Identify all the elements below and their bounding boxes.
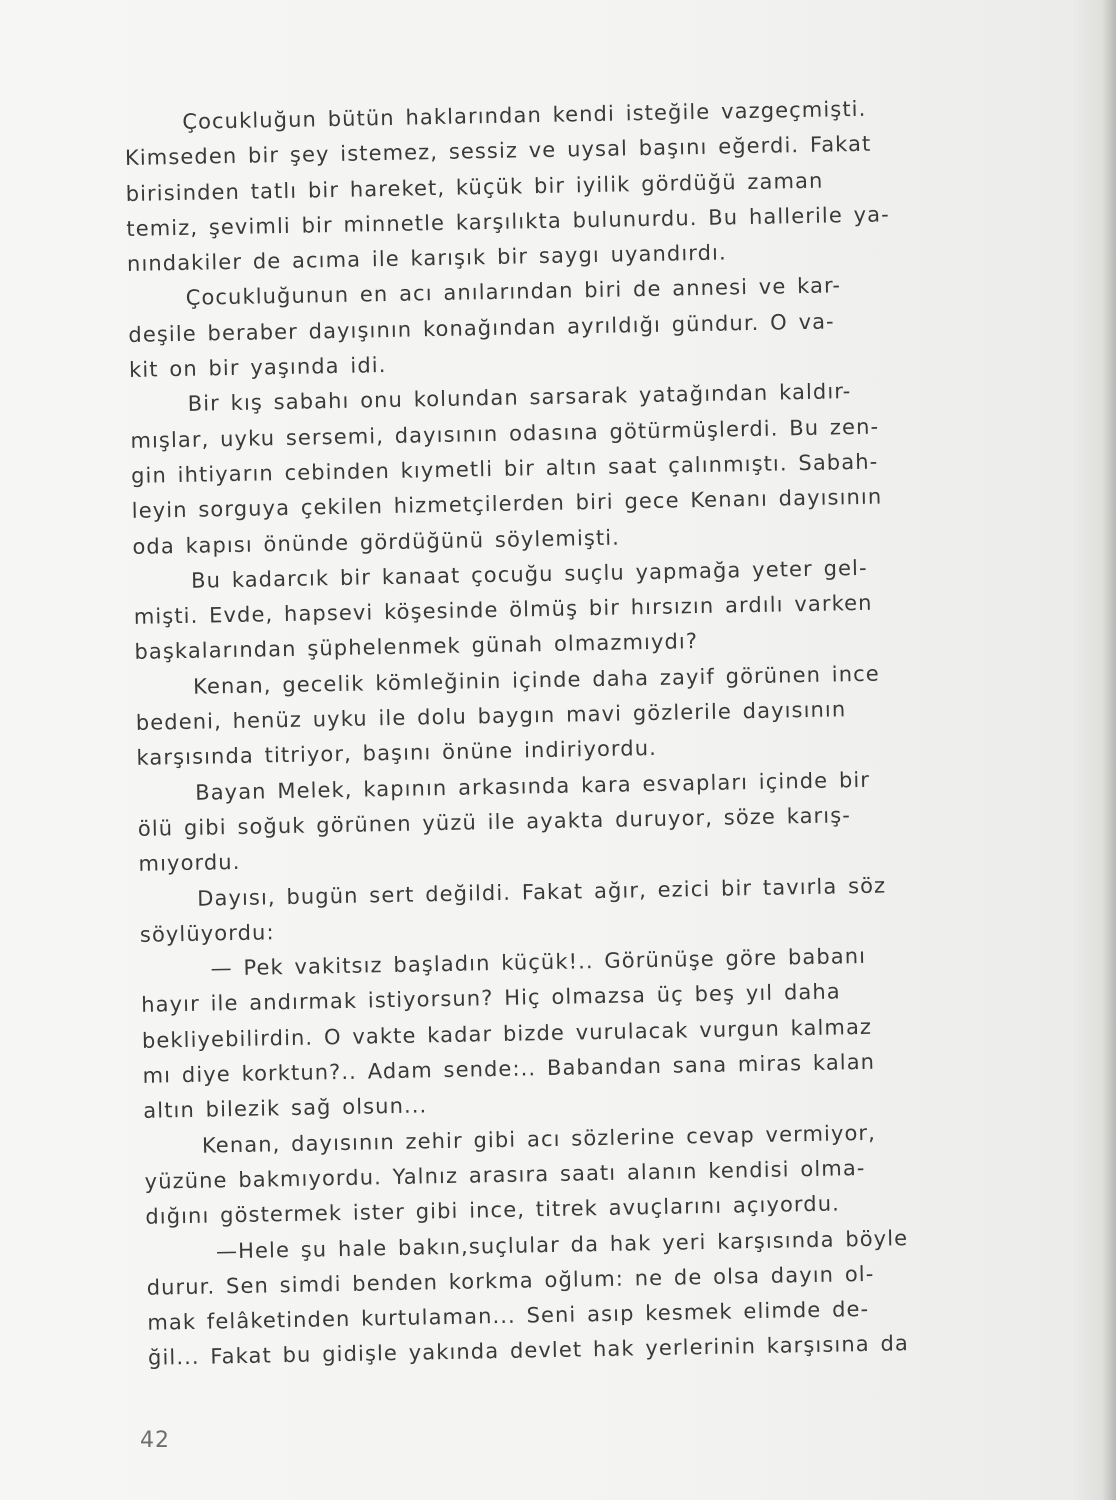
text-line: dığını göstermek ister gibi ince, titrek avuçlarını açıyordu.	[145, 1191, 841, 1229]
text-line: Çocukluğunun en acı anılarından biri de annesi ve kar-	[185, 273, 842, 311]
page-number: 42	[140, 1428, 170, 1453]
text-line: Dayısı, bugün sert değildi. Fakat ağır, ezici bir tavırla söz	[196, 873, 887, 911]
text-line: Kimseden bir şey istemez, sessiz ve uysal başını eğerdi. Fakat	[124, 131, 872, 171]
text-line: birisinden tatlı bir hareket, küçük bir iyilik gördüğü zaman	[125, 168, 824, 206]
text-line: deşile beraber dayışının konağından ayrıldığı gündur. O va-	[128, 309, 835, 347]
text-line: altın bilezik sağ olsun...	[143, 1093, 428, 1124]
text-line: mışlar, uyku sersemi, dayısının odasına götürmüşlerdi. Bu zen-	[130, 414, 880, 453]
text-line: nındakiler de acıma ile karışık bir saygı uyandırdı.	[126, 240, 727, 277]
text-line: durur. Sen simdi benden korkma oğlum: ne de olsa dayın ol-	[146, 1261, 875, 1300]
text-line: başkalarından şüphelenmek günah olmazmıydı?	[134, 629, 699, 665]
text-line: ğil... Fakat bu gidişle yakında devlet hak yerlerinin karşısına da	[147, 1331, 910, 1371]
text-line: söylüyordu:	[139, 920, 275, 947]
text-line: karşısında titriyor, başını önüne indiriyordu.	[136, 736, 658, 771]
text-line: — Pek vakitsız başladın küçük!.. Görünüşe göre babanı	[210, 944, 867, 981]
text-line: leyin sorguya çekilen hizmetçilerden biri gece Kenanı dayısının	[131, 484, 883, 524]
text-line: Bayan Melek, kapının arkasında kara esvapları içinde bir	[194, 767, 871, 805]
text-line: yüzüne bakmıyordu. Yalnız arasıra saatı alanın kendisi olma-	[144, 1155, 866, 1194]
text-line: hayır ile andırmak istiyorsun? Hiç olmazsa üç beş yıl daha	[141, 979, 842, 1018]
text-line: Bir kış sabahı onu kolundan sarsarak yatağından kaldır-	[187, 379, 852, 417]
text-line: mı diye korktun?.. Adam sende:.. Babandan sana miras kalan	[142, 1049, 876, 1088]
body-text	[124, 90, 1004, 1377]
text-line: temiz, şevimli bir minnetle karşılıkta bulunurdu. Bu hallerile ya-	[126, 202, 891, 241]
text-line: Kenan, gecelik kömleğinin içinde daha zayif görünen ince	[192, 661, 881, 699]
text-line: oda kapısı önünde gördüğünü söylemişti.	[132, 525, 621, 559]
text-line: mişti. Evde, hapsevi köşesinde ölmüş bir hırsızın ardılı varken	[133, 590, 873, 630]
text-line: kit on bir yaşında idi.	[128, 353, 387, 383]
text-line: —Hele şu hale bakın,suçlular da hak yeri karşısında böyle	[215, 1225, 909, 1263]
text-line: mıyordu.	[138, 850, 241, 877]
text-line: gin ihtiyarın cebinden kıymetli bir altın saat çalınmıştı. Sabah-	[130, 449, 879, 488]
text-line: bedeni, henüz uyku ile dolu baygın mavi gözlerile dayısının	[135, 697, 847, 735]
text-line: bekliyebilirdin. O vakte kadar bizde vurulacak vurgun kalmaz	[141, 1014, 873, 1053]
text-line: ölü gibi soğuk görünen yüzü ile ayakta duruyor, söze karış-	[137, 803, 852, 841]
page-edge-shadow	[1102, 0, 1116, 1500]
text-line: mak felâketinden kurtulaman... Seni asıp kesmek elimde de-	[147, 1297, 870, 1335]
text-line: Kenan, dayısının zehir gibi acı sözlerine cevap vermiyor,	[201, 1120, 877, 1158]
text-line: Çocukluğun bütün haklarından kendi isteğile vazgeçmişti.	[182, 96, 867, 134]
text-line: Bu kadarcık bir kanaat çocuğu suçlu yapmağa yeter gel-	[190, 555, 868, 593]
